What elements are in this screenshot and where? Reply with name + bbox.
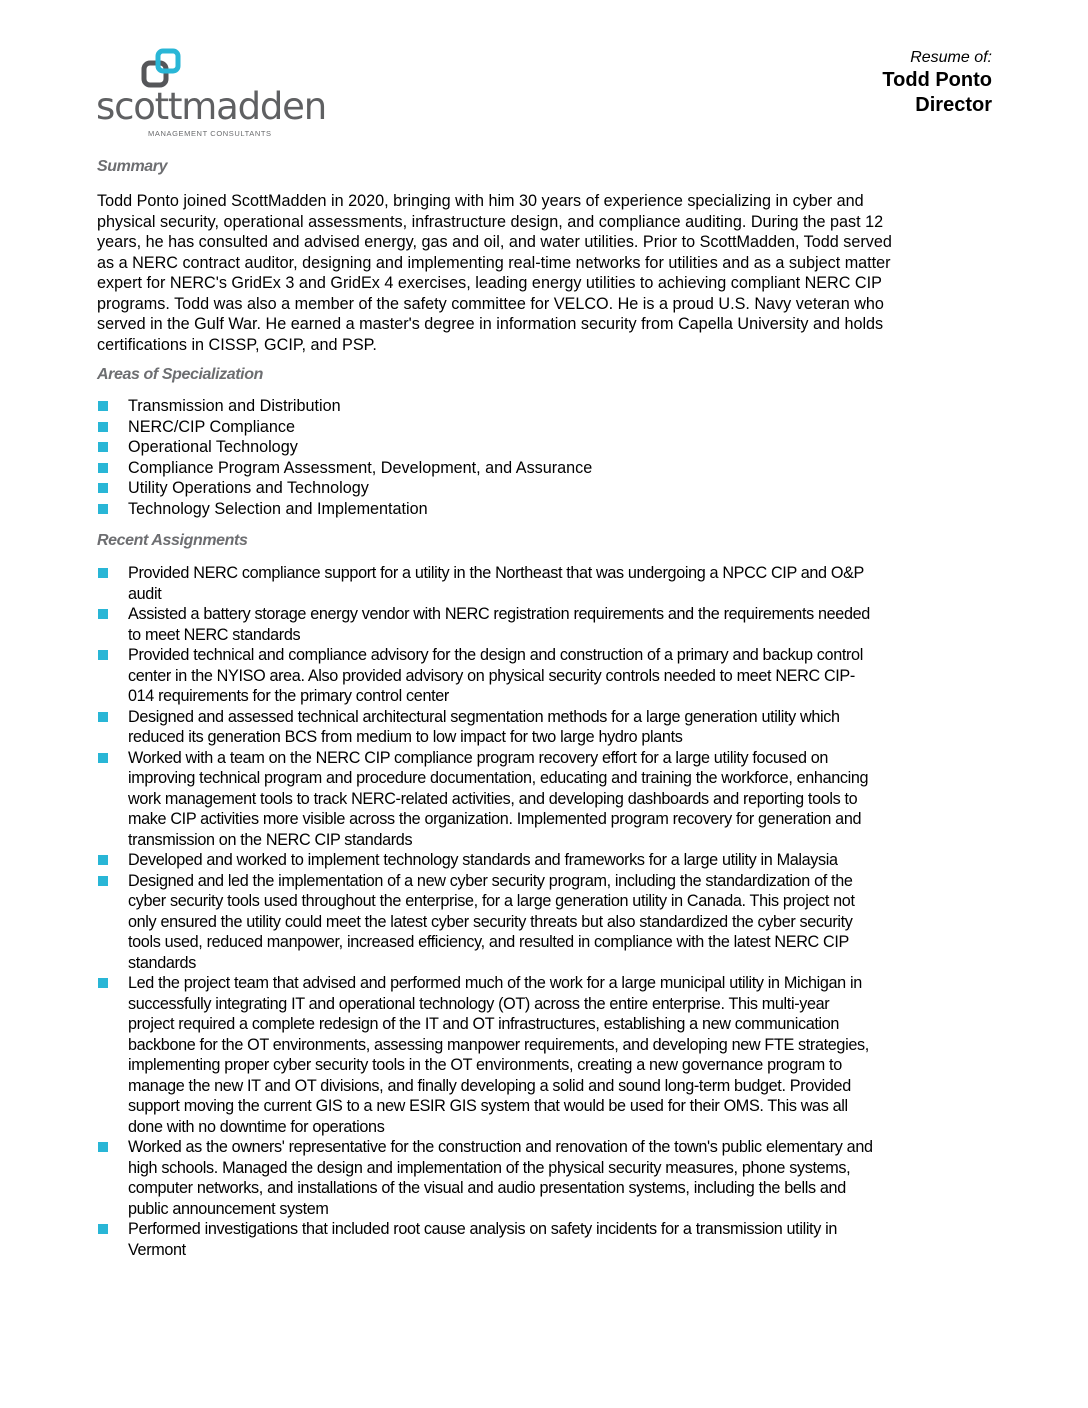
- square-bullet-icon: [98, 422, 108, 432]
- specialization-item-text: Transmission and Distribution: [128, 397, 341, 415]
- assignment-line: Designed and led the implementation of a new cyber security program, including the standardization of the: [128, 871, 853, 890]
- square-bullet-icon: [98, 1224, 108, 1234]
- assignment-line: support moving the current GIS to a new ESIR GIS system that would be used for their OMS. This was all: [128, 1097, 848, 1115]
- assignment-line: computer networks, and installations of the visual and audio presentation systems, including the bells and: [128, 1179, 846, 1197]
- resume-header: [882, 48, 992, 118]
- assignment-line: to meet NERC standards: [128, 625, 301, 644]
- assignment-line: Performed investigations that included root cause analysis on safety incidents for a transmission utility in: [128, 1220, 837, 1238]
- assignment-line: high schools. Managed the design and implementation of the physical security measures, phone systems,: [128, 1158, 851, 1177]
- summary-line: expert for NERC's GridEx 3 and GridEx 4 exercises, leading energy utilities to achieving compliant NERC CIP: [97, 274, 882, 292]
- specialization-item: [97, 396, 997, 417]
- assignment-item: [97, 604, 997, 645]
- assignment-line: standards: [128, 953, 196, 972]
- assignment-line: public announcement system: [128, 1199, 329, 1218]
- assignment-line: Provided NERC compliance support for a utility in the Northeast that was undergoing a NPCC CIP and O&P: [128, 564, 864, 582]
- assignment-line: done with no downtime for operations: [128, 1117, 385, 1136]
- assignment-line: 014 requirements for the primary control center: [128, 687, 449, 705]
- assignment-line: Worked as the owners' representative for the construction and renovation of the town's public elementary and: [128, 1138, 873, 1156]
- assignment-item: [97, 973, 997, 1137]
- square-bullet-icon: [98, 442, 108, 452]
- assignment-line: Vermont: [128, 1240, 186, 1259]
- assignment-line: manage the new IT and OT divisions, and finally developing a solid and sound long-term budget. Provided: [128, 1076, 851, 1095]
- summary-line: years, he has consulted and advised energy, gas and oil, and water utilities. Prior to ScottMadden, Todd served: [97, 233, 892, 251]
- assignment-item: [97, 748, 997, 851]
- assignment-line: reduced its generation BCS from medium to low impact for two large hydro plants: [128, 728, 683, 746]
- assignment-line: Designed and assessed technical architectural segmentation methods for a large generation utility which: [128, 707, 840, 726]
- specialization-item: [97, 437, 997, 458]
- assignment-line: project required a complete redesign of the IT and OT infrastructures, establishing a new communication: [128, 1015, 840, 1033]
- specialization-item-text: Technology Selection and Implementation: [128, 499, 428, 518]
- assignment-line: audit: [128, 584, 162, 603]
- summary-line: physical security, operational assessments, infrastructure design, and compliance auditing. During the past 12: [97, 212, 884, 231]
- assignment-line: make CIP activities more visible across the organization. Implemented program recovery for generation and: [128, 810, 862, 828]
- assignment-line: center in the NYISO area. Also provided advisory on physical security controls needed to meet NERC CIP-: [128, 666, 855, 685]
- summary-line: programs. Todd was also a member of the safety committee for VELCO. He is a proud U.S. Navy veteran who: [97, 294, 884, 313]
- specialization-item-text: Compliance Program Assessment, Development, and Assurance: [128, 458, 593, 477]
- square-bullet-icon: [98, 568, 108, 578]
- assignment-item: [97, 871, 997, 974]
- resume-of-label: Resume of:: [910, 49, 992, 66]
- square-bullet-icon: [98, 504, 108, 514]
- specialization-item-text: Operational Technology: [128, 438, 298, 456]
- assignment-item: [97, 563, 997, 604]
- logo-mark-icon: [140, 48, 190, 90]
- company-logo: [96, 46, 326, 138]
- assignments-list: [97, 563, 997, 1260]
- square-bullet-icon: [98, 463, 108, 473]
- assignment-line: tools used, reduced manpower, increased efficiency, and resulted in compliance with the latest NERC CIP: [128, 933, 849, 951]
- square-bullet-icon: [98, 712, 108, 722]
- specialization-item-text: NERC/CIP Compliance: [128, 417, 296, 436]
- assignment-line: transmission on the NERC CIP standards: [128, 830, 413, 849]
- square-bullet-icon: [98, 876, 108, 886]
- square-bullet-icon: [98, 855, 108, 865]
- assignment-line: Led the project team that advised and performed much of the work for a large municipal utility in Michigan in: [128, 974, 862, 992]
- summary-heading: Summary: [97, 158, 168, 175]
- assignment-item: [97, 1137, 997, 1219]
- logo-subtitle: MANAGEMENT CONSULTANTS: [148, 129, 272, 138]
- summary-paragraph: [97, 191, 997, 355]
- assignment-line: only ensured the utility could meet the latest cyber security threats but also standardized the cyber security: [128, 912, 853, 931]
- square-bullet-icon: [98, 978, 108, 988]
- square-bullet-icon: [98, 1142, 108, 1152]
- specialization-item: [97, 458, 997, 479]
- summary-line: served in the Gulf War. He earned a master's degree in information security from Capella University and holds: [97, 315, 884, 333]
- assignment-line: Provided technical and compliance advisory for the design and construction of a primary and backup control: [128, 646, 863, 664]
- person-name: Todd Ponto: [882, 69, 992, 91]
- specialization-heading: Areas of Specialization: [97, 366, 263, 383]
- assignment-item: [97, 645, 997, 707]
- assignment-line: implementing proper cyber security tools in the OT environments, creating a new governance program to: [128, 1056, 842, 1074]
- summary-line: as a NERC contract auditor, designing and implementing real-time networks for utilities and as a subject matter: [97, 253, 891, 272]
- assignment-line: cyber security tools used throughout the enterprise, for a large generation utility in Canada. This project not: [128, 892, 855, 910]
- assignment-item: [97, 850, 997, 871]
- specialization-item: [97, 499, 997, 520]
- specialization-list: [97, 396, 997, 519]
- person-title: Director: [915, 94, 992, 116]
- assignment-item: [97, 707, 997, 748]
- specialization-item-text: Utility Operations and Technology: [128, 479, 369, 497]
- assignment-line: Worked with a team on the NERC CIP compliance program recovery effort for a large utility focused on: [128, 748, 829, 767]
- assignment-line: improving technical program and procedure documentation, educating and training the workforce, enhancing: [128, 769, 869, 787]
- assignment-item: [97, 1219, 997, 1260]
- square-bullet-icon: [98, 483, 108, 493]
- square-bullet-icon: [98, 753, 108, 763]
- assignment-line: Developed and worked to implement technology standards and frameworks for a large utility in Malaysia: [128, 851, 838, 869]
- assignment-line: backbone for the OT environments, assessing manpower requirements, and developing new FTE strategies,: [128, 1035, 869, 1054]
- square-bullet-icon: [98, 650, 108, 660]
- summary-line: Todd Ponto joined ScottMadden in 2020, bringing with him 30 years of experience specializing in cyber and: [97, 192, 864, 210]
- summary-line: certifications in CISSP, GCIP, and PSP.: [97, 335, 377, 354]
- specialization-item: [97, 417, 997, 438]
- specialization-item: [97, 478, 997, 499]
- assignment-line: Assisted a battery storage energy vendor with NERC registration requirements and the requirements needed: [128, 605, 870, 623]
- assignments-heading: Recent Assignments: [97, 532, 248, 549]
- square-bullet-icon: [98, 401, 108, 411]
- assignment-line: work management tools to track NERC-related activities, and developing dashboards and reporting tools to: [128, 789, 858, 808]
- square-bullet-icon: [98, 609, 108, 619]
- logo-wordmark: scottmadden: [96, 85, 326, 128]
- assignment-line: successfully integrating IT and operational technology (OT) across the entire enterprise. This multi-year: [128, 994, 830, 1013]
